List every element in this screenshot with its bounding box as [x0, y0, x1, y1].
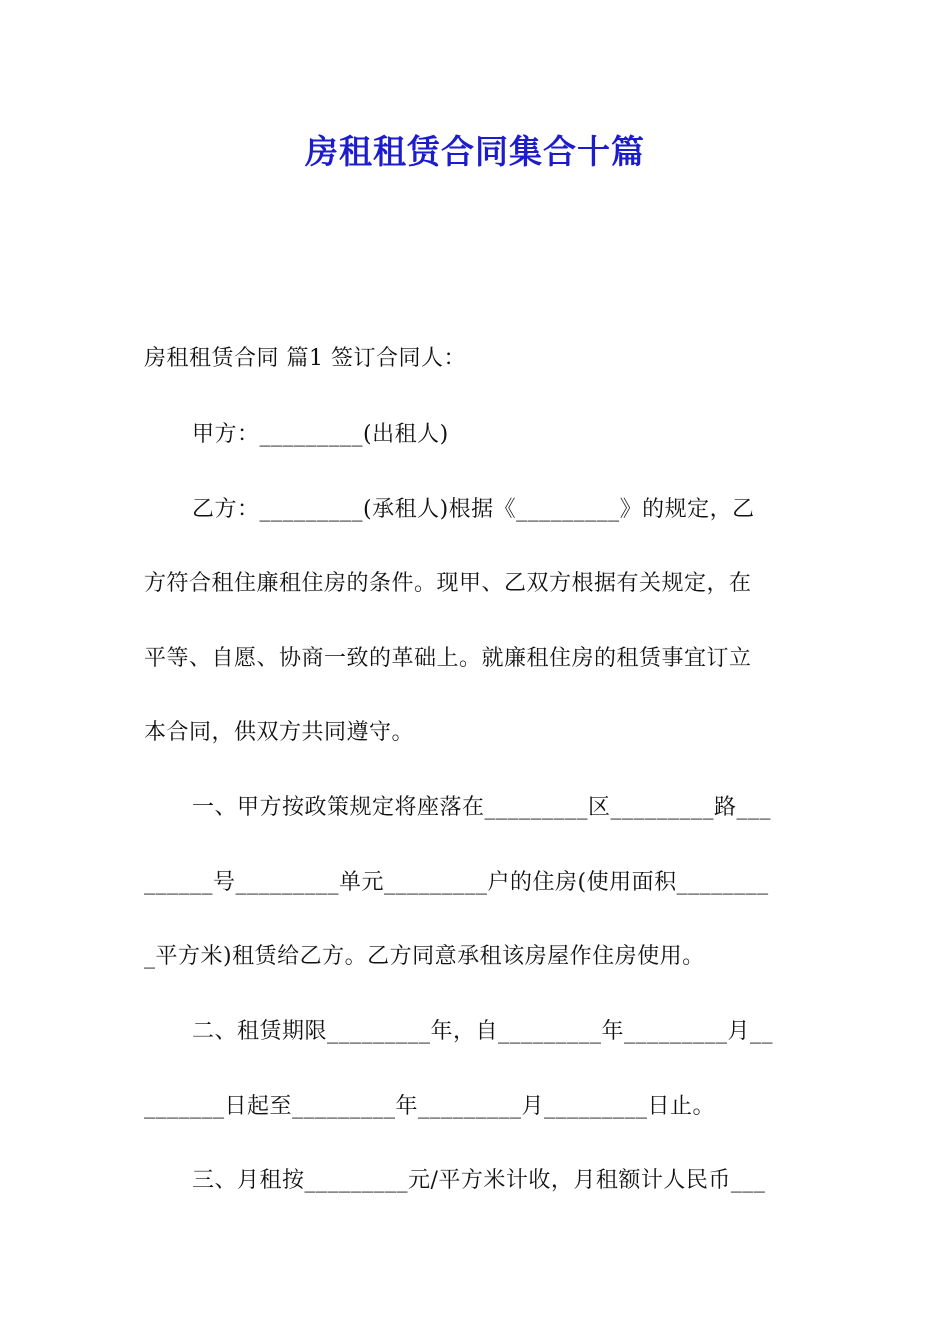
document-title: 房租租赁合同集合十篇 [305, 132, 645, 171]
paragraph-line: 二、租赁期限_________年，自_________年_________月__ [192, 1019, 774, 1044]
paragraph-line: 平等、自愿、协商一致的革础上。就廉租住房的租赁事宜订立 [144, 646, 752, 671]
section-heading-line: 房租租赁合同 篇1 签订合同人： [144, 346, 466, 371]
paragraph-line: 方符合租住廉租住房的条件。现甲、乙双方根据有关规定，在 [144, 571, 752, 596]
paragraph-line: 乙方：_________(承租人)根据《_________》的规定，乙 [192, 497, 755, 522]
paragraph-line: 甲方：_________(出租人) [192, 422, 449, 447]
paragraph-line: 三、月租按_________元/平方米计收，月租额计人民币___ [192, 1168, 766, 1193]
paragraph-line: _平方米)租赁给乙方。乙方同意承租该房屋作住房使用。 [144, 944, 705, 969]
paragraph-line: 本合同，供双方共同遵守。 [144, 720, 415, 745]
paragraph-line: ______号_________单元_________户的住房(使用面积________ [144, 870, 769, 895]
paragraph-line: 一、甲方按政策规定将座落在_________区_________路___ [192, 795, 772, 820]
paragraph-line: _______日起至_________年_________月_________日止。 [144, 1094, 716, 1119]
